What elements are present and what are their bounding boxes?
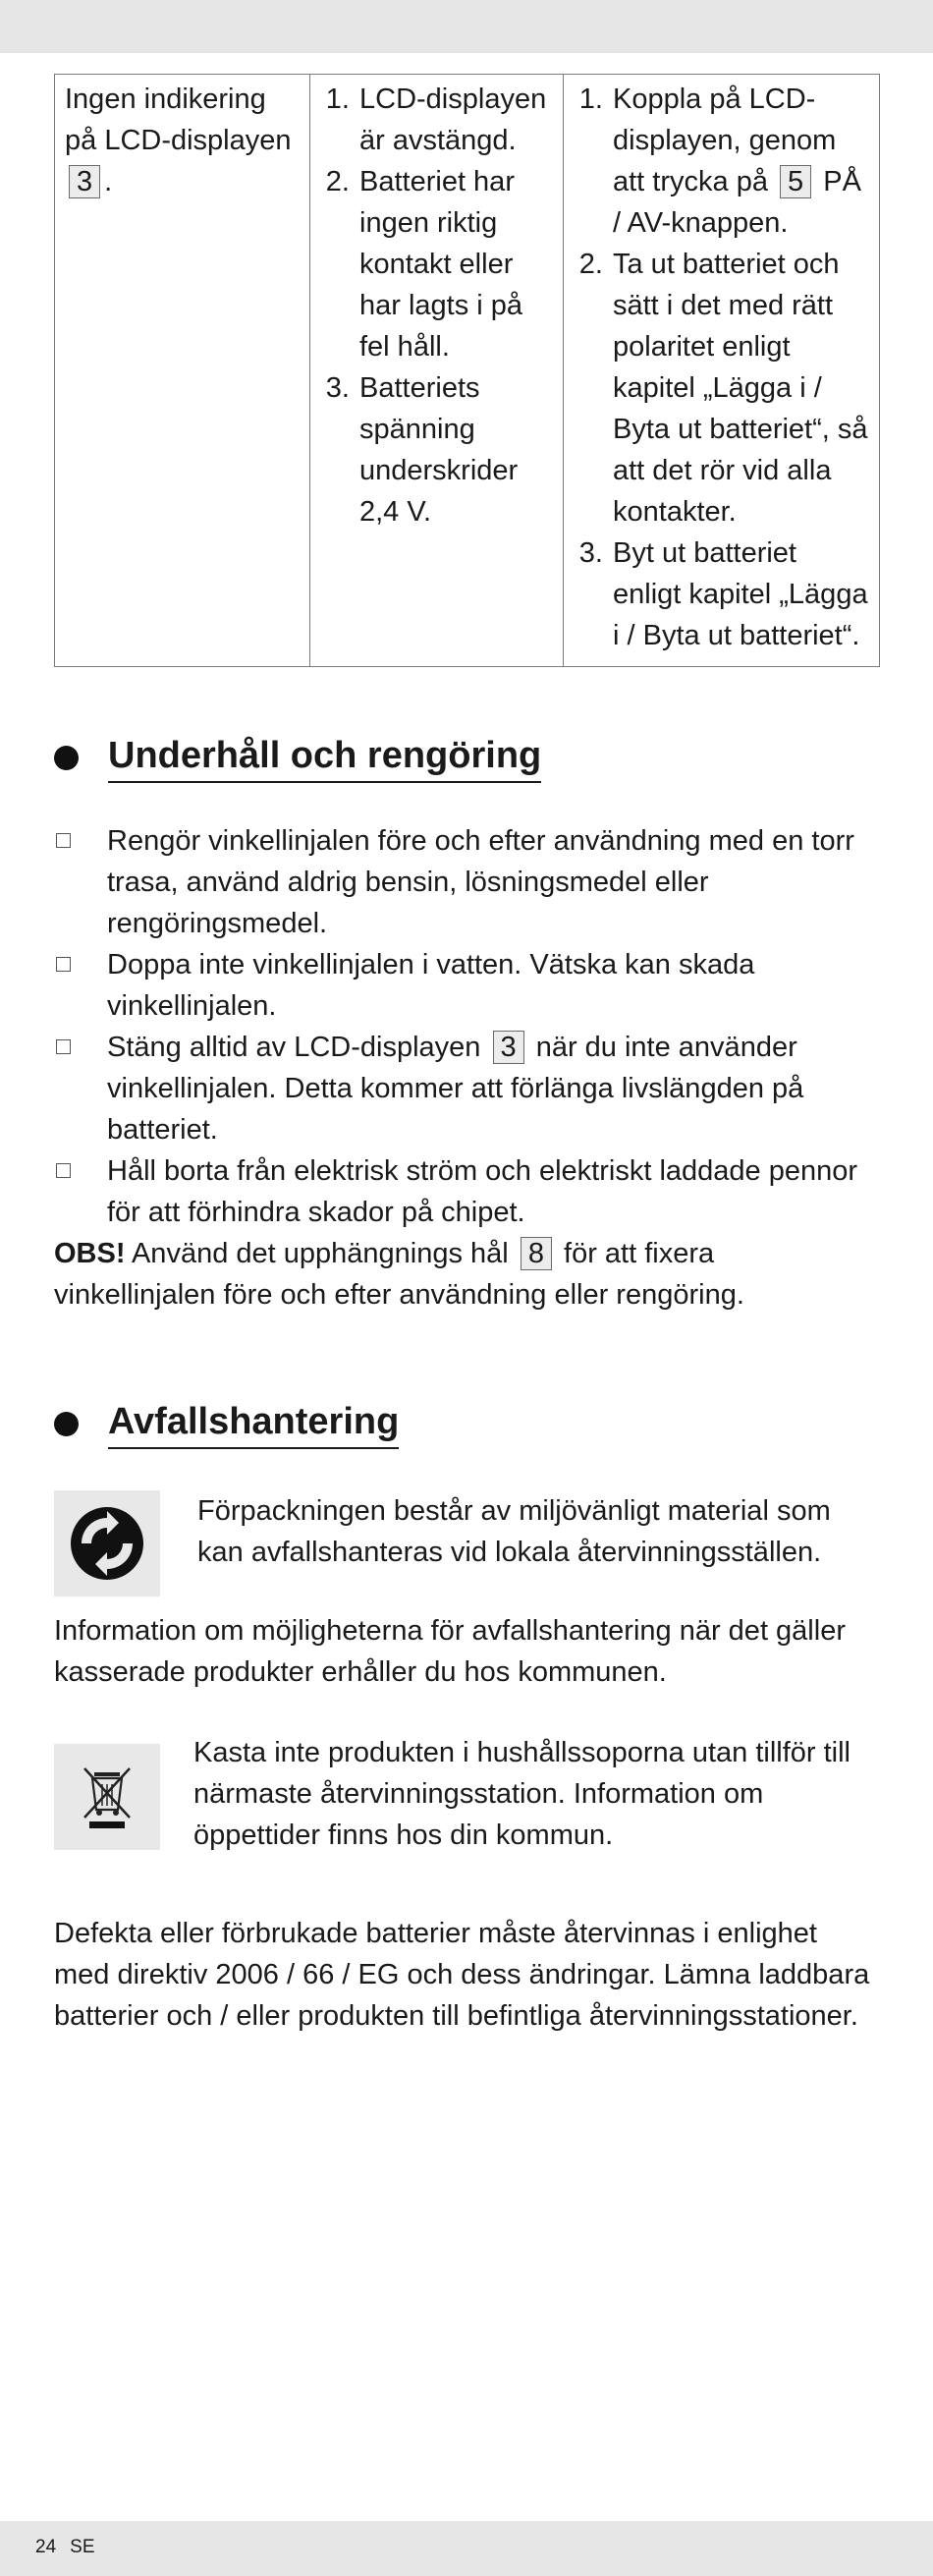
maintenance-list xyxy=(54,820,879,1233)
obs-text: Använd det upphängnings hål xyxy=(131,1238,509,1269)
heading-bullet xyxy=(54,1412,79,1436)
crossed-bin-icon xyxy=(54,1744,160,1850)
maintenance-title: Underhåll och rengöring xyxy=(108,732,541,783)
disposal-title: Avfallshantering xyxy=(108,1398,399,1449)
page-footer xyxy=(35,2523,109,2572)
weee-block xyxy=(54,1732,879,1856)
disposal-info-text: Information om möjligheterna för avfallshantering när det gäller kasserade produkter erhåller du hos kommunen. xyxy=(54,1615,846,1688)
cause-cell xyxy=(310,75,564,667)
troubleshooting-table xyxy=(54,74,880,667)
solution-text: Koppla på LCD-displayen, genom att trycka på xyxy=(613,84,837,197)
packaging-block xyxy=(54,1490,879,1596)
packaging-text: Förpackningen består av miljövänligt material som kan avfallshanteras vid lokala återvinningsställen. xyxy=(197,1495,831,1568)
language-code: SE xyxy=(70,2537,95,2557)
list-item-text: Håll borta från elektrisk ström och elektriskt laddade pennor för att förhindra skador på chipet. xyxy=(107,1155,858,1228)
table-row xyxy=(55,75,880,667)
maintenance-heading xyxy=(54,732,879,783)
solution-item xyxy=(611,79,869,244)
list-item xyxy=(54,1150,879,1233)
top-margin-band xyxy=(0,0,933,53)
disposal-heading xyxy=(54,1398,879,1449)
cause-item: 2. Batteriet har ingen riktig kontakt eller har lagts i på fel håll. xyxy=(357,161,553,367)
list-item xyxy=(54,1027,879,1150)
list-item-text: Doppa inte vinkellinjalen i vatten. Vätska kan skada vinkellinjalen. xyxy=(107,949,755,1022)
page-number: 24 xyxy=(35,2537,57,2557)
battery-disposal-text: Defekta eller förbrukade batterier måste återvinnas i enlighet med direktiv 2006 / 66 / EG och dess ändringar. Lämna laddbara batterier och / eller produkten till befintliga återvinningsstationer. xyxy=(54,1918,870,2032)
lcd-ref-box: 3 xyxy=(69,165,100,198)
footer-band xyxy=(0,2521,933,2576)
list-item-text: när du inte använder vinkellinjalen. Detta kommer att förlänga livslängden på batteriet. xyxy=(107,1032,804,1146)
obs-label: OBS! xyxy=(54,1238,126,1269)
solution-text: PÅ / AV-knappen. xyxy=(613,166,861,239)
checkbox-bullet-icon xyxy=(56,833,71,848)
heading-bullet xyxy=(54,746,79,770)
problem-text: Ingen indikering på LCD-displayen xyxy=(65,84,292,156)
hole-ref-box: 8 xyxy=(521,1237,552,1270)
obs-text: för att fixera vinkellinjalen före och efter användning eller rengöring. xyxy=(54,1238,744,1311)
list-item-text: Stäng alltid av LCD-displayen xyxy=(107,1032,481,1063)
onoff-ref-box: 5 xyxy=(780,165,811,198)
page-content xyxy=(54,74,879,2037)
checkbox-bullet-icon xyxy=(56,1163,71,1178)
list-item-text: Rengör vinkellinjalen före och efter användning med en torr trasa, använd aldrig bensin, lösningsmedel eller rengöringsmedel. xyxy=(107,825,854,939)
checkbox-bullet-icon xyxy=(56,957,71,972)
checkbox-bullet-icon xyxy=(56,1039,71,1054)
problem-period: . xyxy=(104,166,113,197)
weee-text: Kasta inte produkten i hushållssoporna utan tillför till närmaste återvinningsstation. Information om öppettider finns hos din kommun. xyxy=(193,1737,851,1851)
cause-item: 3. Batteriets spänning underskrider 2,4 V. xyxy=(357,367,553,532)
solution-item: 3. Byt ut batteriet enligt kapitel „Lägga i / Byta ut batteriet“. xyxy=(611,532,869,656)
solution-cell xyxy=(564,75,880,667)
list-item xyxy=(54,944,879,1027)
solution-item: 2. Ta ut batteriet och sätt i det med rätt polaritet enligt kapitel „Lägga i / Byta ut batteriet“, så att det rör vid alla kontakter. xyxy=(611,244,869,532)
problem-cell xyxy=(55,75,310,667)
list-item xyxy=(54,820,879,944)
recycle-icon xyxy=(54,1490,160,1596)
cause-item: 1. LCD-displayen är avstängd. xyxy=(357,79,553,161)
lcd-ref-box: 3 xyxy=(493,1031,524,1064)
obs-note xyxy=(54,1233,879,1316)
